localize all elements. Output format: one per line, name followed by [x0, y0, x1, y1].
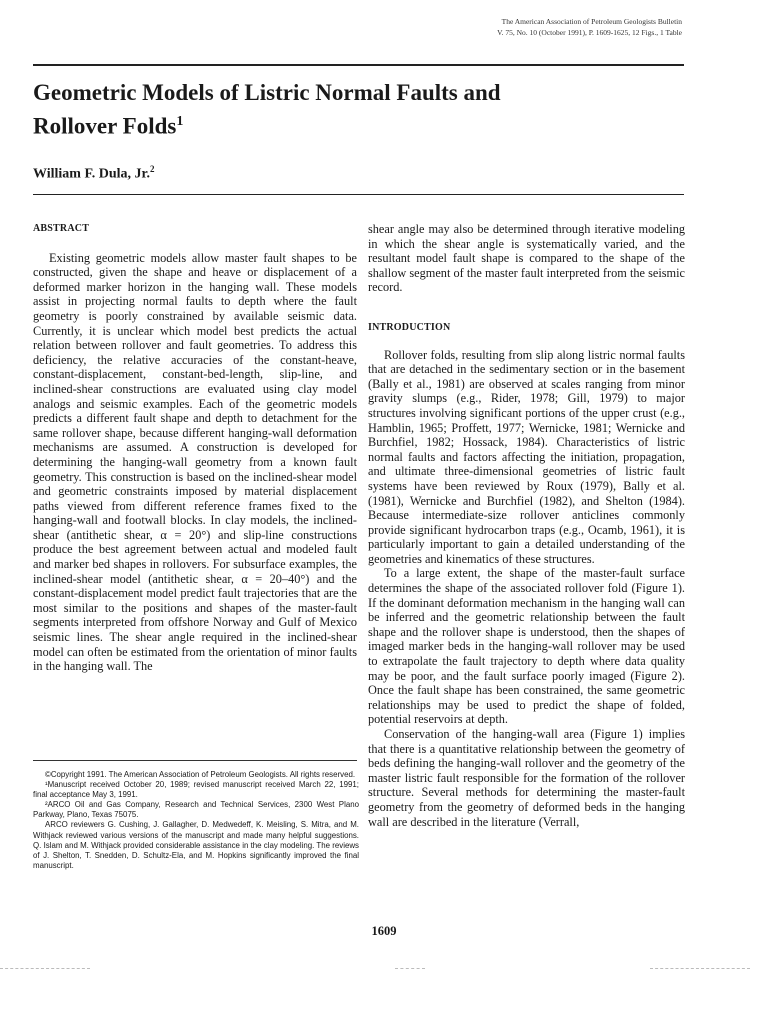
footnotes	[33, 770, 359, 871]
journal-name: The American Association of Petroleum Geologists Bulletin	[501, 17, 682, 26]
title-line-2: Rollover Folds	[33, 113, 177, 139]
journal-citation	[497, 16, 682, 38]
abstract-paragraph: Existing geometric models allow master fault shapes to be constructed, given the shape and heave or displacement of a deformed marker horizon in the hanging wall. These models assist in projecting normal faults to depth where the fault geometry is poorly constrained by available seismic data. Currently, it is unclear which model best predicts the actual relation between rollover and fault geometries. To address this deficiency, the relative accuracies of the constant-heave, constant-displacement, constant-bed-length, slip-line, and inclined-shear constructions are evaluated using clay model analogs and seismic examples. Each of the geometric models predicts a different fault shape and depth to detachment for the same rollover shape, because different hanging-wall deformation mechanisms are assumed. A construction is developed for determining the hanging-wall geometry from a known fault geometry. This construction is based on the inclined-shear model and geometric constraints imposed by material displacement paths viewed from different reference frames fixed to the hanging-wall and footwall blocks. In clay models, the inclined-shear (antithetic shear, α = 20°) and slip-line constructions produce the best agreement between actual and modeled fault and marker bed shapes in rollovers. For subsurface examples, the inclined-shear model (antithetic shear, α = 20–40°) and the constant-displacement model predict fault trajectories that are the most similar to the positions and shapes of the master-fault segments interpreted from offshore Norway and Gulf of Mexico seismic lines. The shear angle required in the inclined-shear model can often be estimated from the orientation of minor faults in the hanging wall. The	[33, 250, 357, 674]
header-rule	[33, 194, 684, 195]
scan-artifact-line	[0, 968, 90, 969]
acknowledgments: ARCO reviewers G. Cushing, J. Gallagher, D. Medwedeff, K. Meisling, S. Mitra, and M. Withjack reviewed various versions of the manuscript and made many helpful suggestions. Q. Islam and M. Withjack provided considerable assistance in the clay modeling. The reviews of J. Shelton, T. Snedden, D. Schultz-Ela, and M. Hopkins significantly improved the final manuscript.	[33, 820, 359, 870]
abstract-continuation: shear angle may also be determined through iterative modeling in which the shear angle is systematically varied, and the resultant model fault shape is compared to the shape of the shallow segment of the master fault interpreted from the seismic record.	[368, 222, 685, 295]
scan-artifact-line	[395, 968, 425, 969]
footnote-1: ¹Manuscript received October 20, 1989; revised manuscript received March 22, 1991; final acceptance May 3, 1991.	[33, 780, 359, 800]
journal-volume: V. 75, No. 10 (October 1991), P. 1609-1625, 12 Figs., 1 Table	[497, 28, 682, 37]
author-footnote-mark: 2	[149, 164, 155, 174]
abstract-heading: ABSTRACT	[33, 223, 90, 234]
introduction-heading: INTRODUCTION	[368, 321, 451, 333]
author-name: William F. Dula, Jr.	[33, 166, 150, 182]
footnote-2: ²ARCO Oil and Gas Company, Research and Technical Services, 2300 West Plano Parkway, Plano, Texas 75075.	[33, 800, 359, 820]
page-number: 1609	[371, 924, 397, 938]
introduction-paragraph-3: Conservation of the hanging-wall area (Figure 1) implies that there is a quantitative relationship between the geometry of beds defining the hanging-wall rollover and the geometry of the master listric fault responsible for the formation of the rollover structure. Several methods for determining the master-fault geometry from the geometry of deformed beds in the hanging wall are described in the literature (Verrall,	[368, 727, 685, 829]
scan-artifact-line	[650, 968, 750, 969]
top-rule	[33, 64, 684, 66]
author-line	[33, 164, 154, 183]
introduction-paragraph-1: Rollover folds, resulting from slip along listric normal faults that are detached in the sedimentary section or in the basement (Bally et al., 1981) are observed at scales ranging from minor gravity slumps (e.g., Rider, 1978; Gill, 1979) to major structures involving significant portions of the upper crust (e.g., Hamblin, 1965; Proffett, 1977; Wernicke, 1981; Wernicke and Burchfiel, 1982; Hossack, 1984). Characteristics of listric normal faults and factors affecting the initiation, propagation, and ultimate three-dimensional geometries of listric fault systems have been reviewed by Roux (1979), Bally et al. (1981), Wernicke and Burchfiel (1982), and Shelton (1984). Because intermediate-size rollover anticlines commonly provide significant hydrocarbon traps (e.g., Ocamb, 1961), it is particularly important to gain a detailed understanding of the geometries and kinematics of these structures.	[368, 347, 685, 566]
article-title	[33, 78, 633, 141]
title-footnote-mark: 1	[176, 114, 184, 129]
introduction-paragraph-2: To a large extent, the shape of the master-fault surface determines the shape of the associated rollover fold (Figure 1). If the dominant deformation mechanism in the hanging wall can be inferred and the geometric relationship between the fault shape and the rollover shape is understood, then the shapes of imaged marker beds in the hanging-wall rollover may be used to extrapolate the fault trajectory to depth where data quality may be poor, and the fault surface poorly imaged (Figure 2). Once the fault shape has been constrained, the same geometric relationships may be used to predict the shape of folded, potential reservoirs at depth.	[368, 566, 685, 727]
left-column	[33, 222, 357, 674]
title-line-1: Geometric Models of Listric Normal Faults and	[33, 80, 501, 105]
right-column	[368, 222, 685, 829]
copyright-notice: ©Copyright 1991. The American Association of Petroleum Geologists. All rights reserved.	[45, 770, 356, 779]
footnote-rule	[33, 760, 357, 761]
